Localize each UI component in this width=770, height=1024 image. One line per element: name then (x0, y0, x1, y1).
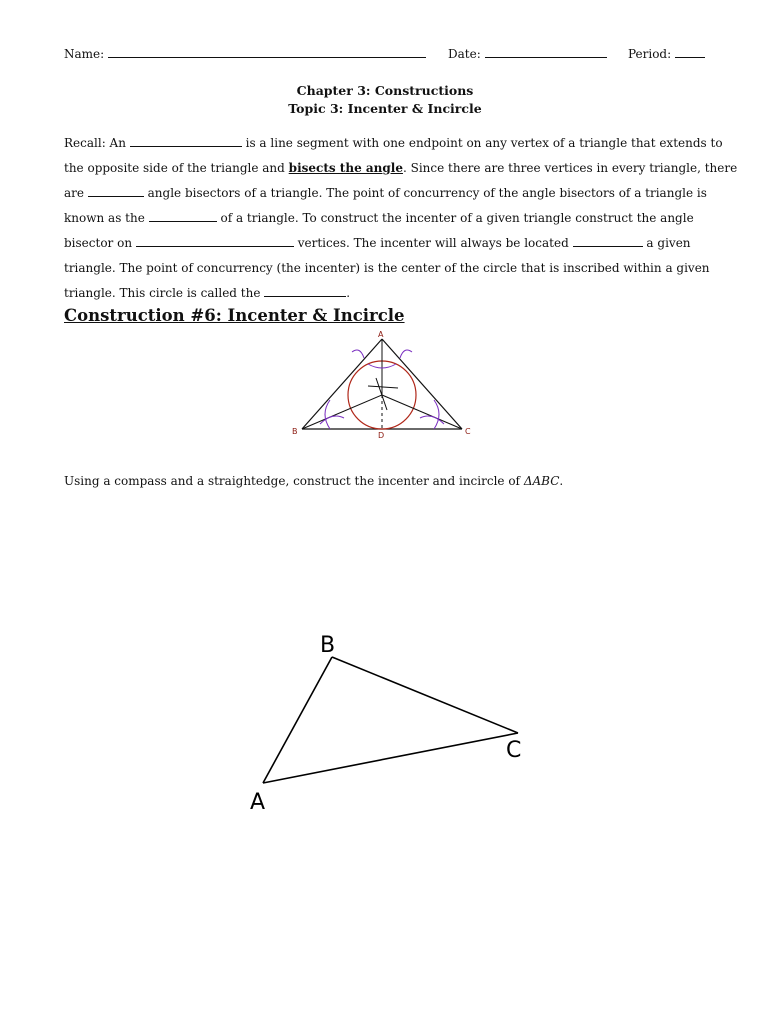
recall-text: vertices. The incenter will always be located (297, 236, 569, 250)
name-blank[interactable] (108, 47, 426, 58)
recall-line-7 (64, 281, 706, 306)
fill-blank-vertices[interactable] (136, 236, 294, 247)
instruction-period: . (559, 474, 564, 488)
date-label: Date: (448, 47, 481, 61)
example-bisectors (302, 339, 462, 429)
header-line (64, 47, 706, 65)
instruction-sentence: Using a compass and a straightedge, construct the incenter and incircle of (64, 474, 520, 488)
vertex-label-a: A (250, 790, 266, 815)
example-construction-figure (290, 328, 475, 443)
fill-blank-location[interactable] (573, 236, 643, 247)
recall-text: bisector on (64, 236, 133, 250)
recall-text: Recall: An (64, 136, 126, 150)
topic-title: Topic 3: Incenter & Incircle (288, 101, 482, 116)
recall-paragraph (64, 131, 738, 306)
recall-line-4 (64, 206, 706, 231)
fill-blank-count[interactable] (88, 186, 144, 197)
recall-text: of a triangle. To construct the incenter of a given triangle construct the angle (220, 211, 694, 225)
fill-blank-angle-bisector[interactable] (130, 136, 242, 147)
date-blank[interactable] (485, 47, 607, 58)
period-label: Period: (628, 47, 672, 61)
recall-text: a given (646, 236, 691, 250)
recall-text: are (64, 186, 84, 200)
fill-blank-incenter[interactable] (149, 211, 217, 222)
name-label: Name: (64, 47, 105, 61)
triangle-abc-figure (240, 625, 540, 820)
recall-line-3 (64, 181, 706, 206)
period-field (628, 47, 705, 61)
recall-text: . Since there are three vertices in every triangle, there (402, 161, 738, 175)
chapter-title: Chapter 3: Constructions (296, 83, 474, 98)
example-label-a: A (378, 330, 384, 339)
recall-line-5 (64, 231, 706, 256)
recall-text: the opposite side of the triangle and (64, 161, 285, 175)
vertex-label-b: B (320, 633, 336, 658)
instruction-text (64, 474, 563, 488)
recall-text: . (346, 286, 351, 300)
construction-title: Construction #6: Incenter & Incircle (64, 306, 405, 325)
recall-text: angle bisectors of a triangle. The point of concurrency of the angle bisectors of a triangle is (147, 186, 707, 200)
triangle-abc-notation: ΔABC (523, 474, 560, 488)
recall-line-1 (64, 131, 723, 156)
recall-line-6 (64, 256, 710, 281)
recall-text: is a line segment with one endpoint on any vertex of a triangle that extends to (245, 136, 723, 150)
recall-text: triangle. This circle is called the (64, 286, 261, 300)
example-label-d: D (378, 431, 385, 440)
triangle-abc (263, 657, 518, 783)
fill-blank-incircle[interactable] (264, 286, 346, 297)
recall-line-2 (64, 156, 738, 181)
date-field (448, 47, 607, 61)
example-label-c: C (465, 427, 471, 436)
vertex-label-c: C (506, 738, 522, 763)
bisects-the-angle-emphasis: bisects the angle (288, 161, 403, 175)
period-blank[interactable] (675, 47, 705, 58)
title-block (0, 82, 770, 118)
example-label-b: B (292, 427, 298, 436)
recall-text: known as the (64, 211, 145, 225)
name-field (64, 47, 426, 61)
recall-text: triangle. The point of concurrency (the incenter) is the center of the circle that is inscribed within a given (64, 261, 710, 275)
